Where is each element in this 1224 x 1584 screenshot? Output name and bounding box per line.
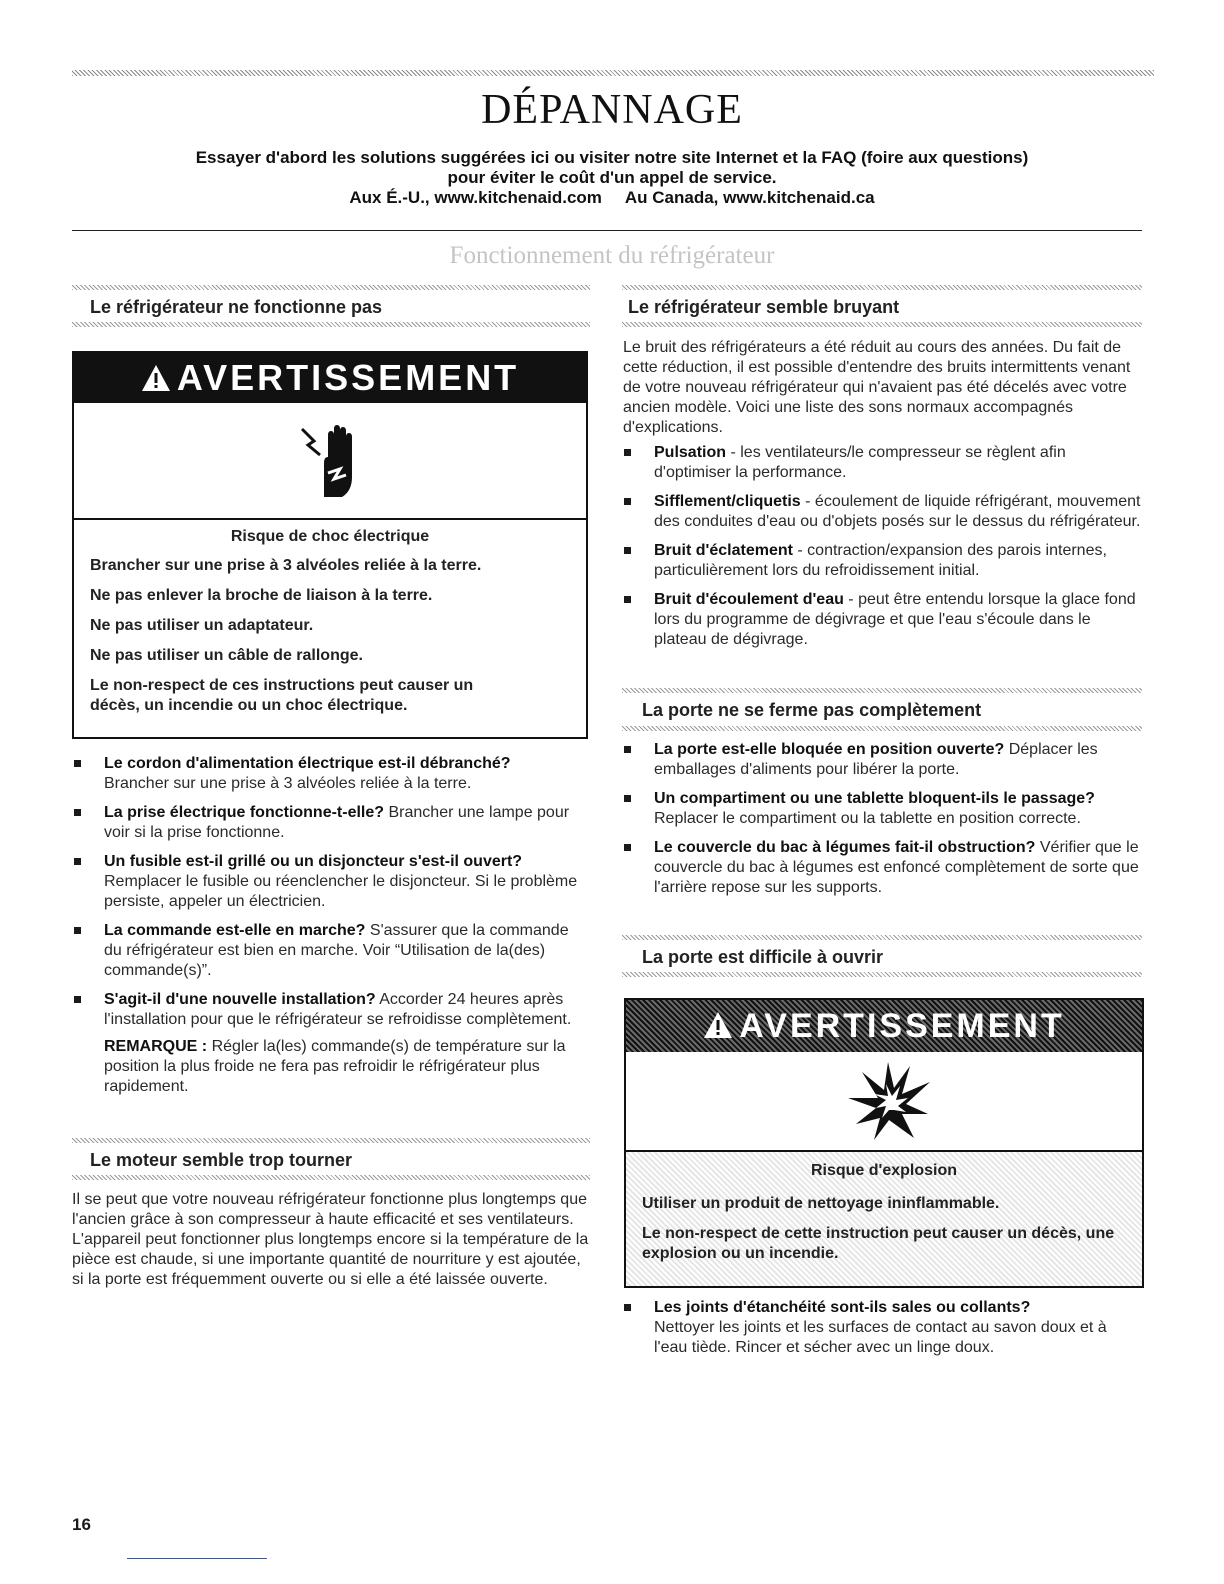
- list-item: [72, 852, 590, 912]
- bullet-icon: [624, 449, 631, 456]
- answer: - contraction/expansion des parois internes, particulièrement lors du refroidissement initial.: [654, 542, 1107, 579]
- explosion-warning: [624, 998, 1144, 1288]
- heading-noisy: Le réfrigérateur semble bruyant: [628, 297, 900, 317]
- top-decorative-bar: [72, 70, 1154, 76]
- list-item: [72, 921, 590, 981]
- electric-shock-icon: [294, 423, 364, 503]
- warning-line: Ne pas utiliser un adaptateur.: [90, 617, 314, 634]
- answer: S'assurer que la commande du réfrigérateur est bien en marche. Voir “Utilisation de la(des) commande(s)”.: [104, 922, 569, 979]
- question: Les joints d'étanchéité sont-ils sales ou collants?: [654, 1299, 1031, 1316]
- warning-line: Ne pas enlever la broche de liaison à la terre.: [90, 587, 433, 604]
- list-item: [622, 1298, 1142, 1358]
- section-title: Fonctionnement du réfrigérateur: [449, 242, 775, 269]
- not-running-list: [72, 754, 590, 1106]
- warning-risk: Risque d'explosion: [810, 1162, 958, 1179]
- heading-bar-top: [622, 935, 1142, 940]
- intro-line-3: Aux É.-U., www.kitchenaid.com Au Canada, www.kitchenaid.ca: [349, 188, 875, 207]
- warning-line: Brancher sur une prise à 3 alvéoles reliée à la terre.: [90, 557, 482, 574]
- heading-bar-top: [622, 285, 1142, 290]
- note-label: REMARQUE :: [104, 1038, 208, 1055]
- noisy-intro: Le bruit des réfrigérateurs a été réduit au cours des années. Du fait de cette réduction, il est possible d'entendre des bruits intermittents venant de votre nouveau réfrigérateur qui n'avaient pas été décelés avec votre ancien modèle. Voici une liste des sons normaux accompagnés d'explications.: [623, 339, 1131, 436]
- answer: Replacer le compartiment ou la tablette en position correcte.: [654, 810, 1081, 827]
- bullet-icon: [624, 746, 631, 753]
- question: La prise électrique fonctionne-t-elle?: [104, 804, 385, 821]
- question: S'agit-il d'une nouvelle installation?: [104, 991, 376, 1008]
- question: Bruit d'écoulement d'eau: [654, 591, 844, 608]
- warning-header: [626, 1000, 1142, 1052]
- warning-triangle-icon: [141, 364, 171, 392]
- warning-icon-area: [626, 1052, 1142, 1152]
- warning-icon-area: [74, 403, 586, 520]
- intro-line-1: Essayer d'abord les solutions suggérées ici ou visiter notre site Internet et la FAQ (foire aux questions): [195, 148, 1029, 167]
- answer: - écoulement de liquide réfrigérant, mouvement des conduites d'eau ou d'objets posés sur le dessus du réfrigérateur.: [654, 493, 1141, 530]
- heading-bar-top: [622, 688, 1142, 693]
- bullet-icon: [624, 498, 631, 505]
- bullet-icon: [74, 996, 81, 1003]
- bullet-icon: [624, 1304, 631, 1311]
- bullet-icon: [74, 809, 81, 816]
- heading-bar-bottom: [72, 322, 590, 327]
- answer: - les ventilateurs/le compresseur se règlent afin d'optimiser la performance.: [654, 444, 1066, 481]
- list-item: [622, 789, 1142, 829]
- note-text: Régler la(les) commande(s) de température sur la position la plus froide ne fera pas refroidir le réfrigérateur plus rapidement.: [104, 1038, 566, 1095]
- list-item: [622, 492, 1142, 532]
- warning-line: Ne pas utiliser un câble de rallonge.: [90, 647, 363, 664]
- warning-header: [74, 353, 586, 403]
- answer: Accorder 24 heures après l'installation pour que le réfrigérateur se refroidisse complètement.: [104, 991, 572, 1028]
- motor-runs-text: Il se peut que votre nouveau réfrigérateur fonctionne plus longtemps que l'ancien grâce à son compresseur à haute efficacité et ses ventilateurs. L'appareil peut fonctionner plus longtemps encore si la température de la pièce est chaude, si une importante quantité de nourriture y est ajoutée, si la porte est fréquemment ouverte ou si elle a été laissée ouverte.: [72, 1191, 589, 1288]
- warning-body: [626, 1152, 1142, 1282]
- answer: Vérifier que le couvercle du bac à légumes est enfoncé complètement de sorte que l'arrière repose sur les supports.: [654, 839, 1139, 896]
- bullet-icon: [624, 795, 631, 802]
- explosion-icon: [844, 1058, 934, 1146]
- heading-bar-bottom: [622, 322, 1142, 327]
- bullet-icon: [74, 927, 81, 934]
- heading-bar-top: [72, 285, 590, 290]
- question: Sifflement/cliquetis: [654, 493, 801, 510]
- bullet-icon: [624, 547, 631, 554]
- door-not-closing-list: [622, 740, 1142, 907]
- answer: Brancher une lampe pour voir si la prise fonctionne.: [104, 804, 570, 841]
- bullet-icon: [624, 596, 631, 603]
- heading-bar-bottom: [72, 1175, 590, 1180]
- list-item: [622, 740, 1142, 780]
- warning-triangle-icon: [703, 1011, 733, 1039]
- door-hard-to-open-list: [622, 1298, 1142, 1367]
- heading-door-not-closing: La porte ne se ferme pas complètement: [642, 700, 982, 720]
- warning-risk: Risque de choc électrique: [230, 528, 430, 545]
- question: Un compartiment ou une tablette bloquent-ils le passage?: [654, 790, 1095, 807]
- list-item: [72, 990, 590, 1097]
- question: La commande est-elle en marche?: [104, 922, 366, 939]
- question: Le cordon d'alimentation électrique est-il débranché?: [104, 755, 511, 772]
- question: Un fusible est-il grillé ou un disjoncteur s'est-il ouvert?: [104, 853, 523, 870]
- answer: Brancher sur une prise à 3 alvéoles reliée à la terre.: [104, 775, 472, 792]
- question: La porte est-elle bloquée en position ouverte?: [654, 741, 1005, 758]
- question: Pulsation: [654, 444, 727, 461]
- heading-motor-runs: Le moteur semble trop tourner: [90, 1150, 353, 1170]
- question: Bruit d'éclatement: [654, 542, 793, 559]
- heading-not-running: Le réfrigérateur ne fonctionne pas: [90, 297, 383, 317]
- bullet-icon: [74, 760, 81, 767]
- warning-body: [74, 520, 586, 734]
- list-item: [622, 590, 1142, 650]
- answer: - peut être entendu lorsque la glace fond lors du programme de dégivrage et que l'eau s'écoule dans le plateau de dégivrage.: [654, 591, 1136, 648]
- list-item: [622, 443, 1142, 483]
- note: [104, 1037, 590, 1097]
- heading-door-hard-to-open: La porte est difficile à ouvrir: [642, 947, 884, 967]
- heading-bar-bottom: [622, 726, 1142, 731]
- intro-line-2: pour éviter le coût d'un appel de service.: [447, 168, 777, 187]
- list-item: [622, 838, 1142, 898]
- list-item: [72, 803, 590, 843]
- answer: Remplacer le fusible ou réenclencher le disjoncteur. Si le problème persiste, appeler un électricien.: [104, 873, 578, 910]
- bottom-line: [127, 1558, 267, 1559]
- warning-line: Le non-respect de cette instruction peut causer un décès, une explosion ou un incendie.: [642, 1225, 1115, 1262]
- intro-text: [60, 148, 1164, 208]
- section-divider: [72, 230, 1142, 231]
- bullet-icon: [74, 858, 81, 865]
- heading-bar-top: [72, 1138, 590, 1143]
- bullet-icon: [624, 844, 631, 851]
- warning-line: Utiliser un produit de nettoyage ininflammable.: [642, 1195, 1000, 1212]
- list-item: [72, 754, 590, 794]
- warning-line: Le non-respect de ces instructions peut causer un décès, un incendie ou un choc électrique.: [90, 677, 474, 714]
- page-number: 16: [72, 1515, 91, 1534]
- question: Le couvercle du bac à légumes fait-il obstruction?: [654, 839, 1036, 856]
- warning-header-label: AVERTISSEMENT: [739, 1007, 1065, 1045]
- warning-header-label: AVERTISSEMENT: [176, 357, 520, 398]
- heading-bar-bottom: [622, 972, 1142, 977]
- page-title: DÉPANNAGE: [481, 87, 743, 133]
- list-item: [622, 541, 1142, 581]
- noisy-list: [622, 443, 1142, 659]
- answer: Nettoyer les joints et les surfaces de contact au savon doux et à l'eau tiède. Rincer et sécher avec un linge doux.: [654, 1319, 1107, 1356]
- answer: Déplacer les emballages d'aliments pour libérer la porte.: [654, 741, 1098, 778]
- electric-shock-warning: [72, 351, 588, 739]
